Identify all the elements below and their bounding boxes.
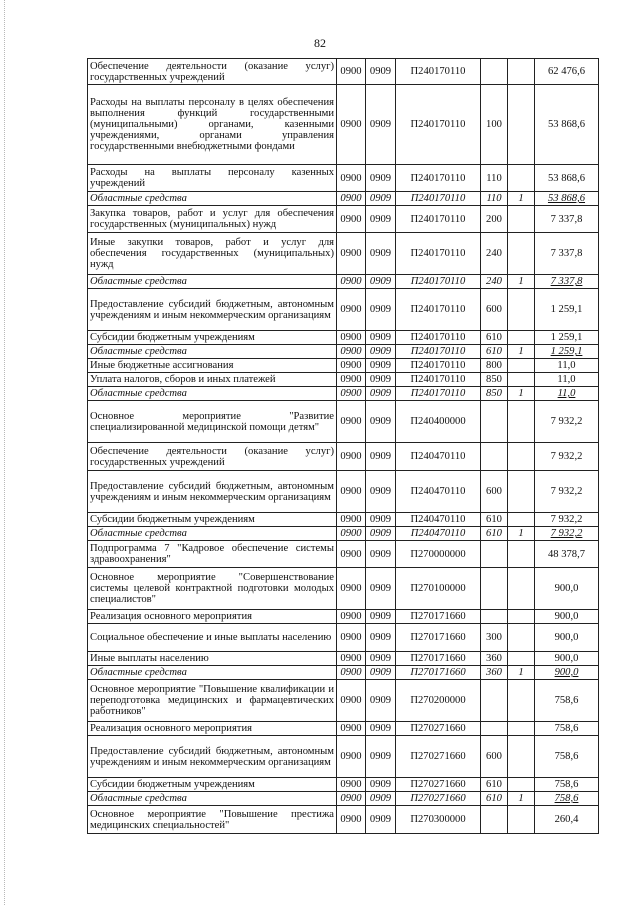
expense-type-cell: 610 <box>481 345 508 359</box>
target-article-cell: П240170110 <box>396 331 481 345</box>
table-row <box>88 792 599 806</box>
target-article-cell: П270271660 <box>396 778 481 792</box>
table-row <box>88 513 599 527</box>
funding-source-cell <box>508 471 535 513</box>
amount-cell: 900,0 <box>535 568 599 610</box>
table-row <box>88 527 599 541</box>
section-code-cell: 0900 <box>337 680 366 722</box>
amount-cell: 758,6 <box>535 792 599 806</box>
amount-cell: 53 868,6 <box>535 165 599 192</box>
subsection-code-cell: 0909 <box>366 778 396 792</box>
subsection-code-cell: 0909 <box>366 192 396 206</box>
subsection-code-cell: 0909 <box>366 527 396 541</box>
target-article-cell: П240170110 <box>396 345 481 359</box>
expense-type-cell: 800 <box>481 359 508 373</box>
funding-source-cell <box>508 233 535 275</box>
funding-source-cell <box>508 624 535 652</box>
table-row <box>88 652 599 666</box>
target-article-cell: П240170110 <box>396 373 481 387</box>
expense-type-cell <box>481 401 508 443</box>
expense-type-cell: 610 <box>481 778 508 792</box>
description-cell: Социальное обеспечение и иные выплаты населению <box>88 624 337 652</box>
subsection-code-cell: 0909 <box>366 373 396 387</box>
funding-source-cell <box>508 401 535 443</box>
target-article-cell: П240170110 <box>396 387 481 401</box>
table-row <box>88 806 599 834</box>
target-article-cell: П240170110 <box>396 359 481 373</box>
target-article-cell: П270271660 <box>396 792 481 806</box>
description-cell: Областные средства <box>88 192 337 206</box>
subsection-code-cell: 0909 <box>366 233 396 275</box>
table-row <box>88 59 599 85</box>
funding-source-cell: 1 <box>508 192 535 206</box>
funding-source-cell <box>508 59 535 85</box>
amount-cell: 758,6 <box>535 778 599 792</box>
section-code-cell: 0900 <box>337 513 366 527</box>
funding-source-cell <box>508 513 535 527</box>
amount-cell: 53 868,6 <box>535 85 599 165</box>
description-cell: Основное мероприятие "Совершенствование системы целевой контрактной подготовки молодых специалистов" <box>88 568 337 610</box>
amount-cell: 1 259,1 <box>535 289 599 331</box>
table-row <box>88 387 599 401</box>
expense-type-cell: 600 <box>481 289 508 331</box>
description-cell: Иные закупки товаров, работ и услуг для обеспечения государственных (муниципальных) нужд <box>88 233 337 275</box>
amount-cell: 900,0 <box>535 666 599 680</box>
expense-type-cell: 360 <box>481 666 508 680</box>
section-code-cell: 0900 <box>337 59 366 85</box>
funding-source-cell <box>508 85 535 165</box>
section-code-cell: 0900 <box>337 806 366 834</box>
expense-type-cell <box>481 568 508 610</box>
expense-type-cell: 100 <box>481 85 508 165</box>
section-code-cell: 0900 <box>337 471 366 513</box>
funding-source-cell <box>508 165 535 192</box>
subsection-code-cell: 0909 <box>366 652 396 666</box>
target-article-cell: П270000000 <box>396 541 481 568</box>
description-cell: Субсидии бюджетным учреждениям <box>88 331 337 345</box>
funding-source-cell <box>508 722 535 736</box>
amount-cell: 758,6 <box>535 736 599 778</box>
description-cell: Предоставление субсидий бюджетным, автономным учреждениям и иным некоммерческим организациям <box>88 736 337 778</box>
expense-type-cell: 110 <box>481 165 508 192</box>
subsection-code-cell: 0909 <box>366 666 396 680</box>
funding-source-cell <box>508 541 535 568</box>
subsection-code-cell: 0909 <box>366 275 396 289</box>
table-row <box>88 778 599 792</box>
subsection-code-cell: 0909 <box>366 722 396 736</box>
target-article-cell: П240170110 <box>396 192 481 206</box>
amount-cell: 53 868,6 <box>535 192 599 206</box>
expense-type-cell: 850 <box>481 373 508 387</box>
amount-cell: 11,0 <box>535 373 599 387</box>
subsection-code-cell: 0909 <box>366 165 396 192</box>
table-row <box>88 206 599 233</box>
amount-cell: 260,4 <box>535 806 599 834</box>
description-cell: Областные средства <box>88 387 337 401</box>
expense-type-cell: 600 <box>481 471 508 513</box>
section-code-cell: 0900 <box>337 610 366 624</box>
amount-cell: 7 932,2 <box>535 527 599 541</box>
table-row <box>88 233 599 275</box>
expense-type-cell: 610 <box>481 331 508 345</box>
description-cell: Областные средства <box>88 666 337 680</box>
table-body <box>88 59 599 834</box>
subsection-code-cell: 0909 <box>366 680 396 722</box>
section-code-cell: 0900 <box>337 792 366 806</box>
description-cell: Уплата налогов, сборов и иных платежей <box>88 373 337 387</box>
subsection-code-cell: 0909 <box>366 624 396 652</box>
section-code-cell: 0900 <box>337 568 366 610</box>
expense-type-cell: 300 <box>481 624 508 652</box>
target-article-cell: П240170110 <box>396 165 481 192</box>
table-row <box>88 85 599 165</box>
description-cell: Предоставление субсидий бюджетным, автономным учреждениям и иным некоммерческим организациям <box>88 471 337 513</box>
target-article-cell: П270171660 <box>396 666 481 680</box>
table-row <box>88 192 599 206</box>
table-row <box>88 680 599 722</box>
table-row <box>88 401 599 443</box>
target-article-cell: П240470110 <box>396 443 481 471</box>
target-article-cell: П240470110 <box>396 527 481 541</box>
target-article-cell: П240170110 <box>396 233 481 275</box>
funding-source-cell <box>508 443 535 471</box>
subsection-code-cell: 0909 <box>366 331 396 345</box>
description-cell: Расходы на выплаты персоналу в целях обеспечения выполнения функций государственными (муниципальными) органами, казенными учреждениями, органами управления государственными внебюджетными фондами <box>88 85 337 165</box>
description-cell: Иные бюджетные ассигнования <box>88 359 337 373</box>
funding-source-cell <box>508 652 535 666</box>
amount-cell: 900,0 <box>535 624 599 652</box>
table-row <box>88 331 599 345</box>
budget-table <box>87 58 599 834</box>
funding-source-cell: 1 <box>508 666 535 680</box>
description-cell: Обеспечение деятельности (оказание услуг) государственных учреждений <box>88 443 337 471</box>
amount-cell: 62 476,6 <box>535 59 599 85</box>
target-article-cell: П240400000 <box>396 401 481 443</box>
description-cell: Закупка товаров, работ и услуг для обеспечения государственных (муниципальных) нужд <box>88 206 337 233</box>
expense-type-cell <box>481 680 508 722</box>
table-row <box>88 666 599 680</box>
amount-cell: 48 378,7 <box>535 541 599 568</box>
expense-type-cell: 610 <box>481 527 508 541</box>
funding-source-cell <box>508 778 535 792</box>
section-code-cell: 0900 <box>337 443 366 471</box>
section-code-cell: 0900 <box>337 736 366 778</box>
table-row <box>88 373 599 387</box>
section-code-cell: 0900 <box>337 331 366 345</box>
subsection-code-cell: 0909 <box>366 85 396 165</box>
subsection-code-cell: 0909 <box>366 792 396 806</box>
expense-type-cell: 360 <box>481 652 508 666</box>
expense-type-cell <box>481 610 508 624</box>
table-row <box>88 624 599 652</box>
expense-type-cell <box>481 59 508 85</box>
subsection-code-cell: 0909 <box>366 345 396 359</box>
table-row <box>88 289 599 331</box>
subsection-code-cell: 0909 <box>366 471 396 513</box>
description-cell: Предоставление субсидий бюджетным, автономным учреждениям и иным некоммерческим организациям <box>88 289 337 331</box>
funding-source-cell <box>508 680 535 722</box>
amount-cell: 7 932,2 <box>535 471 599 513</box>
section-code-cell: 0900 <box>337 624 366 652</box>
target-article-cell: П240170110 <box>396 59 481 85</box>
target-article-cell: П240170110 <box>396 206 481 233</box>
amount-cell: 7 337,8 <box>535 275 599 289</box>
target-article-cell: П270171660 <box>396 610 481 624</box>
subsection-code-cell: 0909 <box>366 806 396 834</box>
funding-source-cell <box>508 568 535 610</box>
funding-source-cell: 1 <box>508 387 535 401</box>
subsection-code-cell: 0909 <box>366 387 396 401</box>
funding-source-cell <box>508 806 535 834</box>
expense-type-cell: 110 <box>481 192 508 206</box>
funding-source-cell: 1 <box>508 527 535 541</box>
section-code-cell: 0900 <box>337 345 366 359</box>
target-article-cell: П270200000 <box>396 680 481 722</box>
subsection-code-cell: 0909 <box>366 736 396 778</box>
table-row <box>88 359 599 373</box>
table-row <box>88 345 599 359</box>
section-code-cell: 0900 <box>337 275 366 289</box>
description-cell: Областные средства <box>88 345 337 359</box>
description-cell: Областные средства <box>88 792 337 806</box>
expense-type-cell: 850 <box>481 387 508 401</box>
table-row <box>88 443 599 471</box>
expense-type-cell <box>481 541 508 568</box>
section-code-cell: 0900 <box>337 387 366 401</box>
section-code-cell: 0900 <box>337 722 366 736</box>
subsection-code-cell: 0909 <box>366 568 396 610</box>
target-article-cell: П240470110 <box>396 513 481 527</box>
section-code-cell: 0900 <box>337 666 366 680</box>
subsection-code-cell: 0909 <box>366 610 396 624</box>
expense-type-cell: 240 <box>481 275 508 289</box>
description-cell: Реализация основного мероприятия <box>88 722 337 736</box>
expense-type-cell: 610 <box>481 513 508 527</box>
section-code-cell: 0900 <box>337 233 366 275</box>
funding-source-cell: 1 <box>508 275 535 289</box>
section-code-cell: 0900 <box>337 778 366 792</box>
description-cell: Субсидии бюджетным учреждениям <box>88 778 337 792</box>
table-row <box>88 541 599 568</box>
amount-cell: 11,0 <box>535 387 599 401</box>
target-article-cell: П240470110 <box>396 471 481 513</box>
section-code-cell: 0900 <box>337 206 366 233</box>
subsection-code-cell: 0909 <box>366 289 396 331</box>
section-code-cell: 0900 <box>337 373 366 387</box>
section-code-cell: 0900 <box>337 165 366 192</box>
amount-cell: 11,0 <box>535 359 599 373</box>
amount-cell: 758,6 <box>535 680 599 722</box>
amount-cell: 1 259,1 <box>535 345 599 359</box>
amount-cell: 7 932,2 <box>535 513 599 527</box>
expense-type-cell <box>481 443 508 471</box>
binding-edge <box>4 0 5 905</box>
section-code-cell: 0900 <box>337 359 366 373</box>
target-article-cell: П270100000 <box>396 568 481 610</box>
target-article-cell: П240170110 <box>396 85 481 165</box>
page-number: 82 <box>314 36 326 50</box>
description-cell: Реализация основного мероприятия <box>88 610 337 624</box>
table-row <box>88 568 599 610</box>
target-article-cell: П270271660 <box>396 736 481 778</box>
section-code-cell: 0900 <box>337 192 366 206</box>
funding-source-cell <box>508 359 535 373</box>
target-article-cell: П270171660 <box>396 624 481 652</box>
funding-source-cell <box>508 610 535 624</box>
amount-cell: 7 932,2 <box>535 401 599 443</box>
amount-cell: 900,0 <box>535 652 599 666</box>
section-code-cell: 0900 <box>337 541 366 568</box>
target-article-cell: П270300000 <box>396 806 481 834</box>
section-code-cell: 0900 <box>337 289 366 331</box>
description-cell: Обеспечение деятельности (оказание услуг) государственных учреждений <box>88 59 337 85</box>
expense-type-cell <box>481 722 508 736</box>
description-cell: Основное мероприятие "Повышение квалификации и переподготовка медицинских и фармацевтических работников" <box>88 680 337 722</box>
subsection-code-cell: 0909 <box>366 59 396 85</box>
description-cell: Субсидии бюджетным учреждениям <box>88 513 337 527</box>
description-cell: Областные средства <box>88 527 337 541</box>
table-row <box>88 471 599 513</box>
description-cell: Основное мероприятие "Развитие специализированной медицинской помощи детям" <box>88 401 337 443</box>
table-row <box>88 722 599 736</box>
table-row <box>88 736 599 778</box>
amount-cell: 7 932,2 <box>535 443 599 471</box>
subsection-code-cell: 0909 <box>366 513 396 527</box>
amount-cell: 1 259,1 <box>535 331 599 345</box>
target-article-cell: П270271660 <box>396 722 481 736</box>
table-row <box>88 165 599 192</box>
description-cell: Расходы на выплаты персоналу казенных учреждений <box>88 165 337 192</box>
funding-source-cell <box>508 331 535 345</box>
section-code-cell: 0900 <box>337 652 366 666</box>
target-article-cell: П240170110 <box>396 275 481 289</box>
expense-type-cell: 610 <box>481 792 508 806</box>
amount-cell: 7 337,8 <box>535 233 599 275</box>
target-article-cell: П270171660 <box>396 652 481 666</box>
funding-source-cell <box>508 373 535 387</box>
section-code-cell: 0900 <box>337 85 366 165</box>
subsection-code-cell: 0909 <box>366 206 396 233</box>
expense-type-cell: 600 <box>481 736 508 778</box>
table-row <box>88 610 599 624</box>
expense-type-cell: 200 <box>481 206 508 233</box>
description-cell: Основное мероприятие "Повышение престижа медицинских специальностей" <box>88 806 337 834</box>
target-article-cell: П240170110 <box>396 289 481 331</box>
subsection-code-cell: 0909 <box>366 359 396 373</box>
table-row <box>88 275 599 289</box>
description-cell: Подпрограмма 7 "Кадровое обеспечение системы здравоохранения" <box>88 541 337 568</box>
subsection-code-cell: 0909 <box>366 401 396 443</box>
amount-cell: 758,6 <box>535 722 599 736</box>
funding-source-cell <box>508 206 535 233</box>
section-code-cell: 0900 <box>337 401 366 443</box>
funding-source-cell: 1 <box>508 792 535 806</box>
funding-source-cell: 1 <box>508 345 535 359</box>
description-cell: Областные средства <box>88 275 337 289</box>
subsection-code-cell: 0909 <box>366 443 396 471</box>
amount-cell: 7 337,8 <box>535 206 599 233</box>
section-code-cell: 0900 <box>337 527 366 541</box>
description-cell: Иные выплаты населению <box>88 652 337 666</box>
expense-type-cell: 240 <box>481 233 508 275</box>
funding-source-cell <box>508 289 535 331</box>
expense-type-cell <box>481 806 508 834</box>
amount-cell: 900,0 <box>535 610 599 624</box>
subsection-code-cell: 0909 <box>366 541 396 568</box>
funding-source-cell <box>508 736 535 778</box>
